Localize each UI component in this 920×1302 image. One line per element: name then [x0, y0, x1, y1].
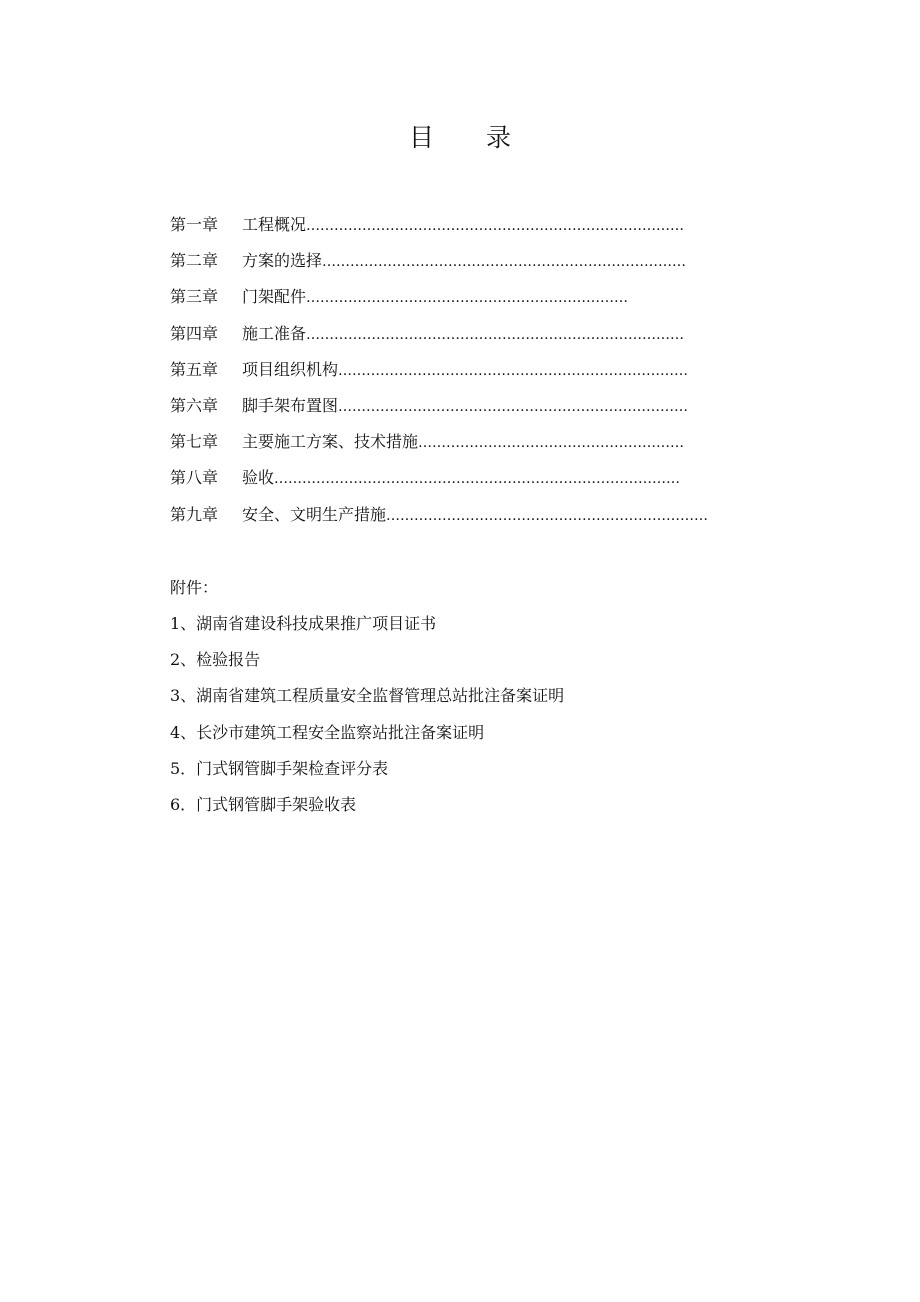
toc-chapter-label: 第二章 [170, 251, 219, 271]
toc-chapter-title: 工程概况 [242, 215, 307, 234]
toc-chapter-title: 施工准备 [242, 323, 307, 343]
page-title [0, 118, 920, 154]
toc-entry-3 [170, 279, 670, 315]
attachment-item: 4、长沙市建筑工程安全监察站批注备案证明 [170, 722, 485, 742]
toc-chapter-title: 方案的选择 [242, 251, 323, 271]
title-char-1: 目 [408, 123, 434, 152]
toc-entry-4 [170, 316, 726, 352]
toc-entry-8 [170, 460, 726, 496]
toc-leader-dots: …………………………………………………………………………… [274, 471, 681, 488]
toc-leader-dots: ……………………………………………………………………… [306, 326, 685, 343]
toc-chapter-label: 第三章 [170, 287, 219, 307]
toc-leader-dots: …………………………………………………………… [386, 507, 709, 524]
table-of-contents [170, 207, 726, 533]
attachments-heading: 附件： [170, 578, 219, 597]
toc-chapter-title: 脚手架布置图 [242, 395, 339, 415]
toc-chapter-label: 第一章 [170, 215, 219, 234]
toc-leader-dots: ……………………………………………………………………… [306, 218, 685, 234]
toc-leader-dots: ………………………………………………………………… [338, 362, 689, 379]
toc-chapter-title: 门架配件 [242, 287, 307, 307]
toc-chapter-label: 第六章 [170, 395, 219, 415]
toc-chapter-label: 第五章 [170, 359, 219, 379]
toc-entry-7 [170, 424, 726, 460]
toc-chapter-label: 第八章 [170, 468, 219, 488]
toc-entry-5 [170, 352, 726, 388]
toc-chapter-title: 安全、文明生产措施 [242, 504, 387, 524]
attachment-item: 2、检验报告 [170, 650, 261, 670]
toc-chapter-label: 第七章 [170, 432, 219, 452]
attachment-item: 3、湖南省建筑工程质量安全监督管理总站批注备案证明 [170, 686, 565, 706]
toc-chapter-label: 第四章 [170, 323, 219, 343]
toc-entry-2 [170, 243, 726, 279]
toc-chapter-title: 项目组织机构 [242, 359, 339, 379]
toc-leader-dots: ………………………………………………… [418, 435, 685, 452]
toc-chapter-title: 验收 [242, 468, 275, 488]
toc-entry-6 [170, 388, 726, 424]
toc-chapter-title: 主要施工方案、技术措施 [242, 432, 419, 452]
attachment-item: 6．门式钢管脚手架验收表 [170, 794, 357, 814]
attachments-section [170, 570, 770, 823]
toc-chapter-label: 第九章 [170, 504, 219, 524]
toc-entry-1 [170, 207, 726, 243]
toc-leader-dots: …………………………………………………………… [306, 290, 629, 307]
attachment-item: 5．门式钢管脚手架检查评分表 [170, 758, 389, 778]
toc-leader-dots: ………………………………………………………………… [338, 398, 689, 415]
title-char-2: 录 [486, 123, 512, 152]
attachment-item: 1、湖南省建设科技成果推广项目证书 [170, 614, 437, 633]
toc-entry-9 [170, 497, 726, 533]
toc-leader-dots: …………………………………………………………………… [322, 254, 687, 271]
